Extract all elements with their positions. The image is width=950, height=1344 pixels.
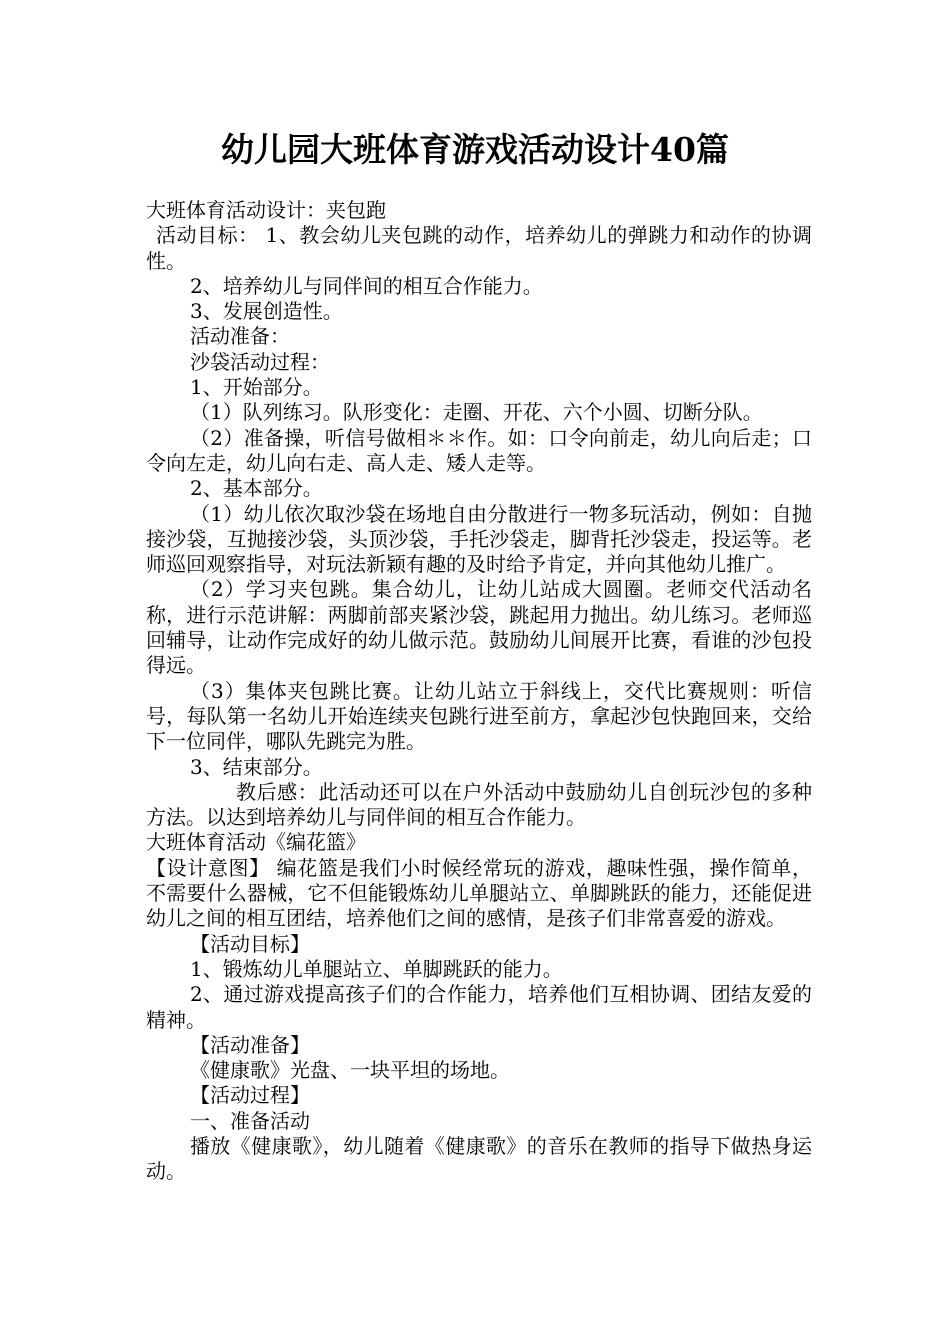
document-title: 幼儿园大班体育游戏活动设计40篇 bbox=[221, 130, 729, 169]
paragraph: 沙袋活动过程： bbox=[190, 349, 330, 374]
paragraph: 《健康歌》光盘、一块平坦的场地。 bbox=[190, 1058, 510, 1083]
paragraph: （1）幼儿依次取沙袋在场地自由分散进行一物多玩活动，例如：自抛接沙袋，互抛接沙袋，头顶沙袋，手托沙袋走，脚背托沙袋走，投运等。老师巡回观察指导，对玩法新颖有趣的及时给予肯定，并向其他幼儿推广。 bbox=[146, 501, 812, 577]
paragraph: 播放《健康歌》，幼儿随着《健康歌》的音乐在教师的指导下做热身运动。 bbox=[146, 1133, 812, 1184]
section-heading: 大班体育活动设计：夹包跑 bbox=[146, 198, 386, 222]
paragraph: 教后感：此活动还可以在户外活动中鼓励幼儿自创玩沙包的多种方法。以达到培养幼儿与同伴间的相互合作能力。 bbox=[146, 779, 812, 830]
paragraph: 3、结束部分。 bbox=[190, 754, 323, 779]
subheading: 【活动过程】 bbox=[190, 1083, 310, 1108]
paragraph: 活动准备： bbox=[190, 324, 290, 349]
paragraph: 1、开始部分。 bbox=[190, 375, 323, 400]
paragraph: （1）队列练习。队形变化：走圈、开花、六个小圆、切断分队。 bbox=[190, 400, 763, 425]
paragraph: 活动目标： 1、教会幼儿夹包跳的动作，培养幼儿的弹跳力和动作的协调性。 bbox=[146, 223, 812, 273]
subheading: 【活动目标】 bbox=[190, 931, 310, 956]
paragraph: 1、锻炼幼儿单腿站立、单脚跳跃的能力。 bbox=[190, 956, 563, 981]
paragraph: 2、基本部分。 bbox=[190, 476, 323, 501]
paragraph: 【设计意图】 编花篮是我们小时候经常玩的游戏，趣味性强，操作简单，不需要什么器械，它不但能锻炼幼儿单腿站立、单脚跳跃的能力，还能促进幼儿之间的相互团结，培养他们之间的感情，是孩子们非常喜爱的游戏。 bbox=[146, 855, 812, 931]
paragraph: （2）准备操，听信号做相＊＊作。如：口令向前走，幼儿向后走；口令向左走，幼儿向右走、高人走、矮人走等。 bbox=[146, 425, 812, 475]
document-body bbox=[146, 198, 812, 1185]
section-heading: 大班体育活动《编花篮》 bbox=[146, 830, 366, 855]
paragraph: （2）学习夹包跳。集合幼儿，让幼儿站成大圆圈。老师交代活动名称，进行示范讲解：两脚前部夹紧沙袋，跳起用力抛出。幼儿练习。老师巡回辅导，让动作完成好的幼儿做示范。鼓励幼儿间展开比赛，看谁的沙包投得远。 bbox=[146, 577, 812, 678]
paragraph: 3、发展创造性。 bbox=[190, 299, 343, 324]
paragraph: 2、通过游戏提高孩子们的合作能力，培养他们互相协调、团结友爱的精神。 bbox=[146, 982, 812, 1032]
paragraph: 一、准备活动 bbox=[190, 1108, 310, 1133]
paragraph: （3）集体夹包跳比赛。让幼儿站立于斜线上，交代比赛规则：听信号，每队第一名幼儿开始连续夹包跳行进至前方，拿起沙包快跑回来，交给下一位同伴，哪队先跳完为胜。 bbox=[146, 678, 812, 754]
subheading: 【活动准备】 bbox=[190, 1032, 310, 1057]
paragraph: 2、培养幼儿与同伴间的相互合作能力。 bbox=[190, 273, 543, 298]
